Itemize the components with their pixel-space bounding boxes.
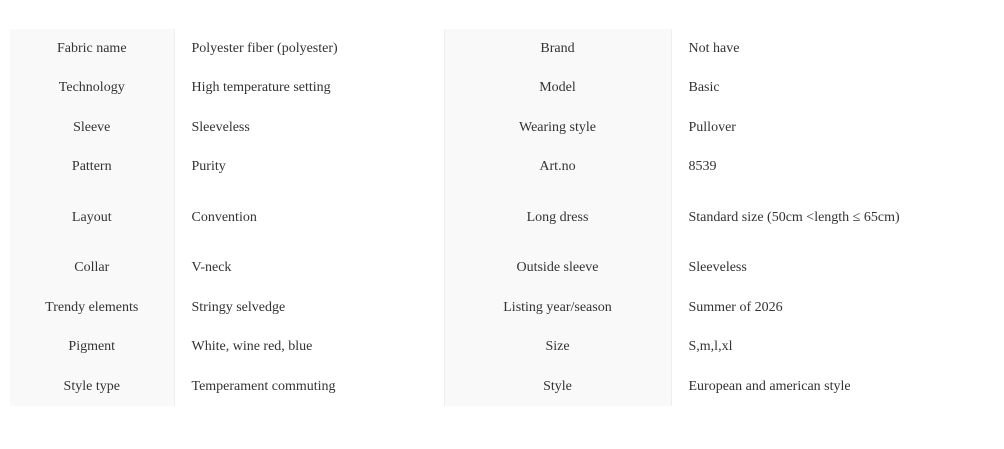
spec-label: Layout (10, 187, 174, 248)
spec-value: Not have (671, 29, 872, 68)
spec-value: S,m,l,xl (671, 327, 872, 367)
spec-label: Fabric name (10, 29, 174, 68)
spec-label: Style (444, 367, 671, 406)
spec-label: Technology (10, 68, 174, 108)
spec-value: Convention (174, 187, 444, 248)
spec-value: V-neck (174, 248, 444, 288)
spec-label: Collar (10, 248, 174, 288)
spec-label: Wearing style (444, 108, 671, 147)
table-row (10, 288, 872, 327)
spec-label: Pigment (10, 327, 174, 367)
spec-value: Basic (671, 68, 872, 108)
spec-label: Trendy elements (10, 288, 174, 327)
table-row (10, 29, 872, 68)
table-row (10, 367, 872, 406)
spec-label: Model (444, 68, 671, 108)
spec-value: White, wine red, blue (174, 327, 444, 367)
spec-value: High temperature setting (174, 68, 444, 108)
spec-label: Pattern (10, 147, 174, 187)
spec-value: Sleeveless (671, 248, 872, 288)
spec-label: Brand (444, 29, 671, 68)
spec-value: Purity (174, 147, 444, 187)
spec-label: Size (444, 327, 671, 367)
spec-value: Temperament commuting (174, 367, 444, 406)
product-spec-table (10, 29, 900, 406)
table-row (10, 327, 872, 367)
spec-value: Stringy selvedge (174, 288, 444, 327)
spec-label: Listing year/season (444, 288, 671, 327)
table-row (10, 68, 872, 108)
spec-value: European and american style (671, 367, 872, 406)
table-row (10, 147, 872, 187)
spec-label: Art.no (444, 147, 671, 187)
spec-value: Summer of 2026 (671, 288, 872, 327)
spec-label: Sleeve (10, 108, 174, 147)
spec-label: Style type (10, 367, 174, 406)
spec-value: Sleeveless (174, 108, 444, 147)
spec-label: Outside sleeve (444, 248, 671, 288)
spec-value: Polyester fiber (polyester) (174, 29, 444, 68)
spec-value: Standard size (50cm <length ≤ 65cm) (671, 187, 872, 248)
spec-value: Pullover (671, 108, 872, 147)
table-row (10, 248, 872, 288)
spec-label: Long dress (444, 187, 671, 248)
spec-value: 8539 (671, 147, 872, 187)
table-row (10, 187, 872, 248)
table-row (10, 108, 872, 147)
